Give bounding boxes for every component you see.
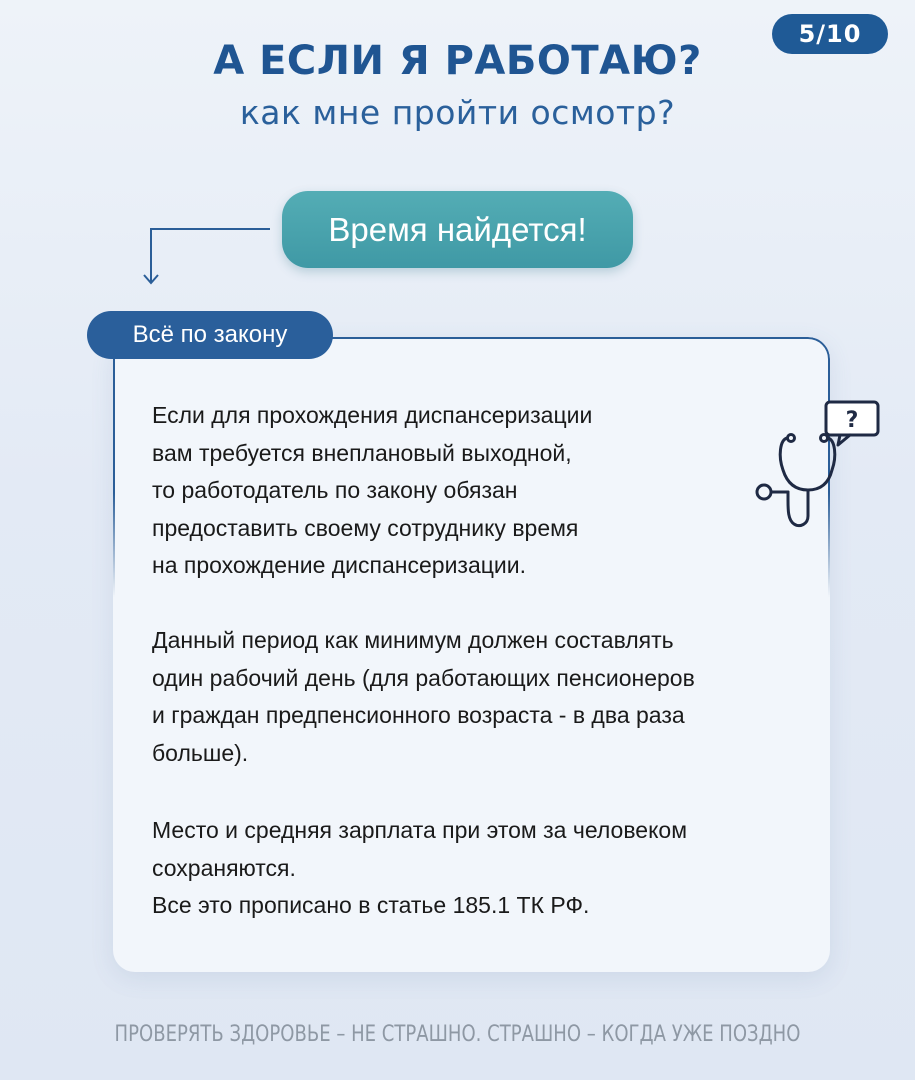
section-tag: Всё по закону <box>87 311 333 359</box>
down-arrow-connector-icon <box>140 222 280 292</box>
footer-slogan: ПРОВЕРЯТЬ ЗДОРОВЬЕ – НЕ СТРАШНО. СТРАШНО – КОГДА УЖЕ ПОЗДНО <box>114 1022 801 1047</box>
svg-text:?: ? <box>845 408 859 433</box>
page-indicator-badge: 5/10 <box>772 14 888 54</box>
highlight-pill: Время найдется! <box>282 191 633 268</box>
paragraph-salary: Место и средняя зарплата при этом за человеком сохраняются. Все это прописано в статье 185.1 ТК РФ. <box>152 817 688 918</box>
paragraph-duration: Данный период как минимум должен составлять один рабочий день (для работающих пенсионеров и граждан предпенсионного возраста - в два раза больше). <box>152 627 695 766</box>
page-title: А ЕСЛИ Я РАБОТАЮ? <box>213 38 702 84</box>
page-subtitle: как мне пройти осмотр? <box>239 93 676 132</box>
paragraph-time-off: Если для прохождения диспансеризации вам требуется внеплановый выходной, то работодатель по закону обязан предоставить своему сотруднику время на прохождение диспансеризации. <box>152 402 593 578</box>
